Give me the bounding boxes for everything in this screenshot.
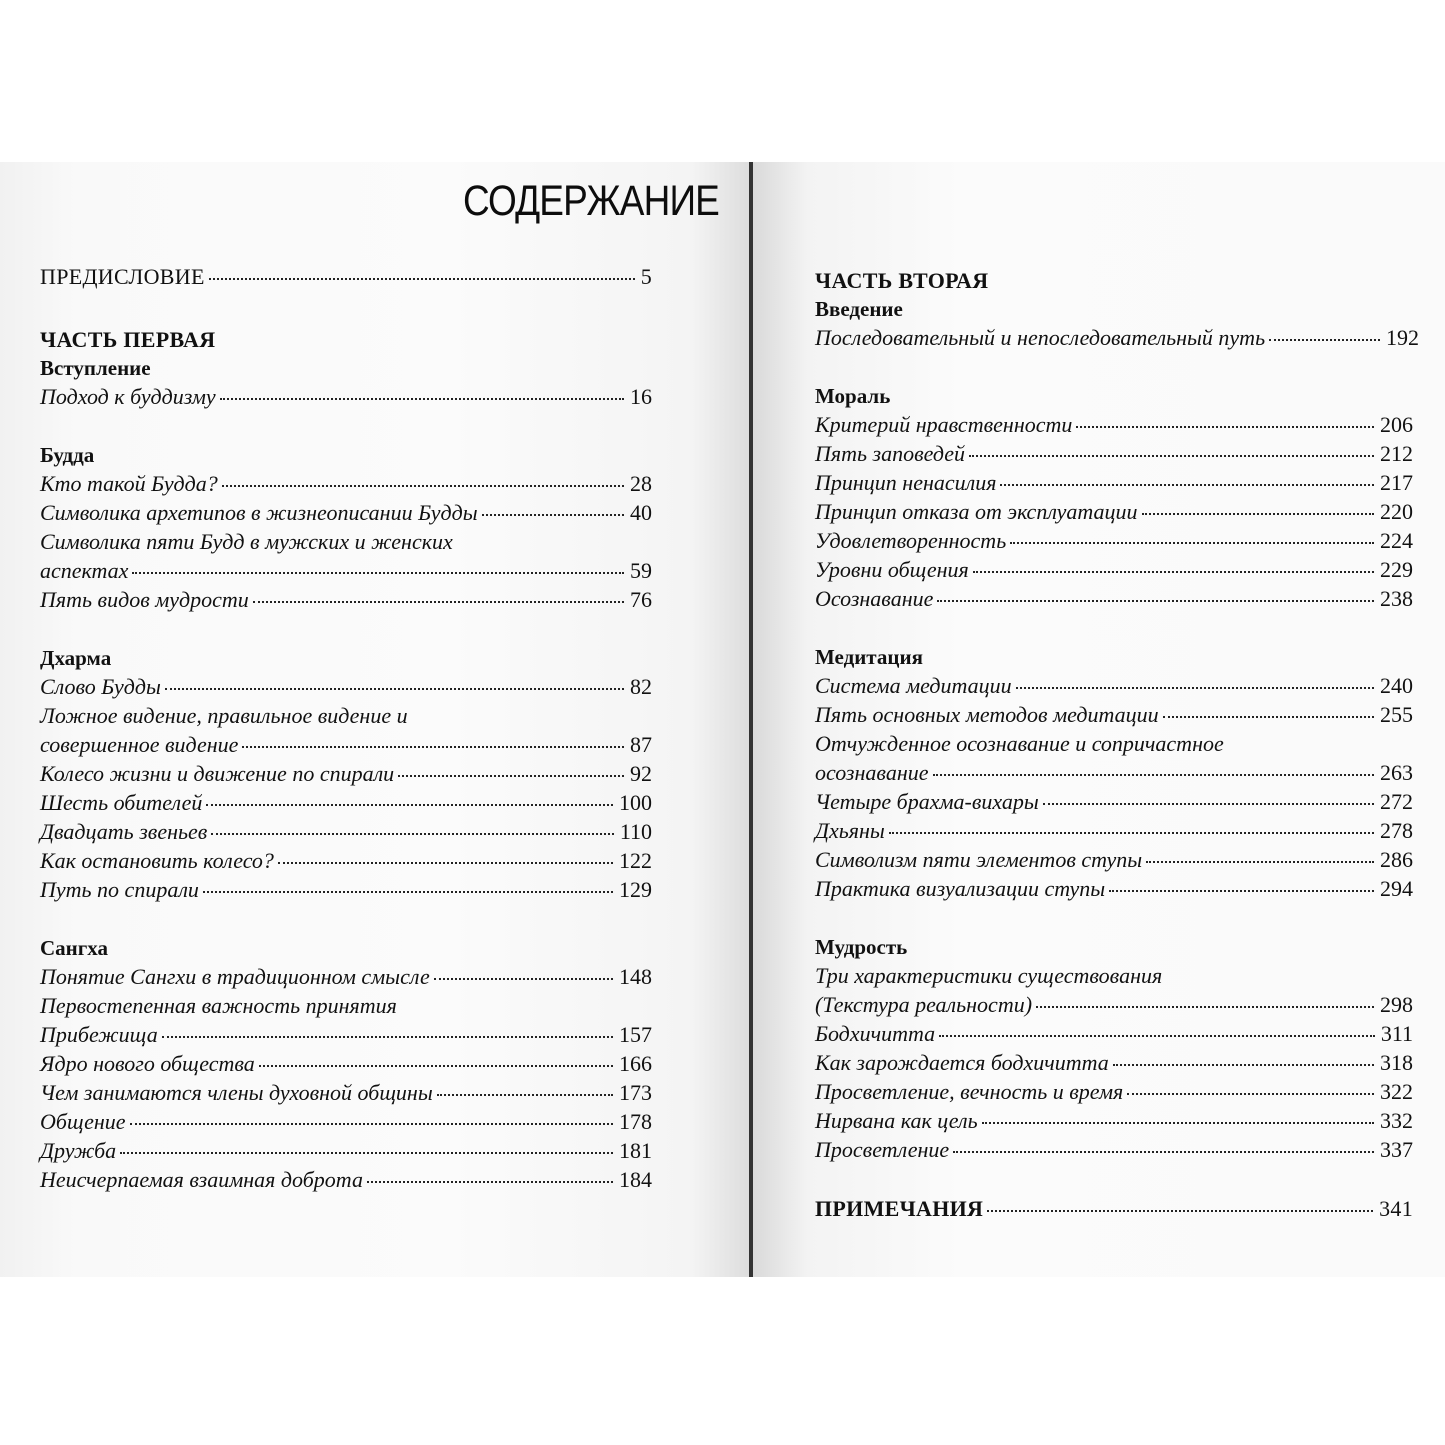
toc-entry-label: Символизм пяти элементов ступы <box>815 847 1143 872</box>
dot-leader <box>1010 542 1374 544</box>
toc-entry-label: Как зарождается бодхичитта <box>815 1050 1109 1075</box>
toc-entry-label: Двадцать звеньев <box>40 819 208 844</box>
dot-leader <box>939 1035 1375 1037</box>
toc-entry-label: Общение <box>40 1109 126 1134</box>
toc-entry-label: Символика пяти Будд в мужских и женских <box>40 529 453 554</box>
toc-entry-label: Символика архетипов в жизнеописании Будды <box>40 500 478 525</box>
toc-entry-page: 173 <box>619 1080 652 1105</box>
part-heading: ЧАСТЬ ПЕРВАЯ <box>40 327 216 352</box>
toc-entry-page: 332 <box>1380 1108 1413 1133</box>
toc-entry-label: Критерий нравственности <box>815 412 1073 437</box>
toc-entry-label: Как остановить колесо? <box>40 848 274 873</box>
toc-entry-label: Ядро нового общества <box>40 1051 255 1076</box>
toc-entry-page: 224 <box>1380 528 1413 553</box>
book-gutter <box>749 162 753 1277</box>
toc-entry-page: 92 <box>630 761 652 786</box>
toc-entry-page: 100 <box>619 790 652 815</box>
section-heading: Вступление <box>40 356 151 380</box>
toc-entry <box>40 875 652 904</box>
toc-entry <box>40 498 652 527</box>
toc-entry-page: 341 <box>1379 1196 1413 1221</box>
toc-entry-label: Последовательный и непоследовательный путь <box>815 325 1266 350</box>
toc-entry-label: Уровни общения <box>815 557 969 582</box>
toc-entry-page: 129 <box>619 877 652 902</box>
dot-leader <box>165 688 624 690</box>
toc-entry <box>40 962 652 991</box>
section-heading: Мораль <box>815 384 891 408</box>
toc-entry-label: Пять видов мудрости <box>40 587 249 612</box>
dot-leader <box>973 571 1374 573</box>
toc-entry-page: 337 <box>1380 1137 1413 1162</box>
toc-entry-page: 322 <box>1380 1079 1413 1104</box>
toc-entry-page: 122 <box>619 848 652 873</box>
toc-entry-label: Пять заповедей <box>815 441 966 466</box>
toc-entry-page: 212 <box>1380 441 1413 466</box>
dot-leader <box>120 1152 613 1154</box>
toc-entry <box>40 585 652 614</box>
toc-entry <box>40 672 652 701</box>
toc-entry <box>815 816 1413 845</box>
toc-entry-page: 220 <box>1380 499 1413 524</box>
toc-entry <box>815 758 1413 787</box>
toc-entry-label: осознавание <box>815 760 929 785</box>
dot-leader <box>437 1094 613 1096</box>
toc-entry <box>815 410 1413 439</box>
toc-entry-line1 <box>40 701 652 730</box>
toc-entry-label: Принцип отказа от эксплуатации <box>815 499 1138 524</box>
dot-leader <box>1043 803 1374 805</box>
toc-entry-page: 206 <box>1380 412 1413 437</box>
dot-leader <box>206 804 613 806</box>
toc-entry <box>815 497 1413 526</box>
toc-entry <box>40 730 652 759</box>
toc-entry <box>815 845 1413 874</box>
toc-entry-label: Система медитации <box>815 673 1012 698</box>
dot-leader <box>130 1123 613 1125</box>
dot-leader <box>1142 513 1374 515</box>
toc-entry-page: 318 <box>1380 1050 1413 1075</box>
toc-entry-line1 <box>40 991 652 1020</box>
toc-entry-label: Первостепенная важность принятия <box>40 993 397 1018</box>
dot-leader <box>969 455 1374 457</box>
dot-leader <box>1109 890 1374 892</box>
toc-entry <box>40 1107 652 1136</box>
toc-entry-page: 166 <box>619 1051 652 1076</box>
toc-entry-label: Нирвана как цель <box>815 1108 978 1133</box>
toc-entry-label: Путь по спирали <box>40 877 199 902</box>
toc-entry <box>815 1019 1413 1048</box>
dot-leader <box>367 1181 613 1183</box>
part-heading: ЧАСТЬ ВТОРАЯ <box>815 268 989 293</box>
toc-entry-label: Пять основных методов медитации <box>815 702 1159 727</box>
toc-title: СОДЕРЖАНИЕ <box>463 177 719 225</box>
toc-entry <box>815 468 1413 497</box>
section-heading: Введение <box>815 297 903 321</box>
toc-entry-label: Отчужденное осознавание и сопричастное <box>815 731 1224 756</box>
toc-entry-line1 <box>815 729 1413 758</box>
toc-entry-page: 298 <box>1380 992 1413 1017</box>
dot-leader <box>982 1122 1374 1124</box>
toc-entry-label: аспектах <box>40 558 129 583</box>
toc-entry-page: 16 <box>630 384 652 409</box>
toc-entry-page: 278 <box>1380 818 1413 843</box>
dot-leader <box>162 1036 613 1038</box>
toc-entry-page: 87 <box>630 732 652 757</box>
toc-left-column <box>40 262 652 1194</box>
toc-entry-page: 263 <box>1380 760 1413 785</box>
toc-entry <box>815 323 1419 352</box>
dot-leader <box>220 398 624 400</box>
toc-entry-page: 240 <box>1380 673 1413 698</box>
toc-entry-page: 192 <box>1386 325 1419 350</box>
section-heading: Мудрость <box>815 935 908 959</box>
toc-entry-label: Колесо жизни и движение по спирали <box>40 761 395 786</box>
dot-leader <box>1016 687 1374 689</box>
toc-entry-label: Три характеристики существования <box>815 963 1163 988</box>
toc-entry <box>40 556 652 585</box>
dot-leader <box>209 278 635 280</box>
toc-entry-label: Шесть обителей <box>40 790 203 815</box>
toc-entry-page: 59 <box>630 558 652 583</box>
toc-entry-label: Кто такой Будда? <box>40 471 218 496</box>
toc-entry-page: 40 <box>630 500 652 525</box>
toc-entry-label: Четыре брахма-вихары <box>815 789 1039 814</box>
toc-entry-label: Дхьяны <box>815 818 885 843</box>
toc-entry <box>40 1049 652 1078</box>
toc-entry <box>815 439 1413 468</box>
toc-entry-page: 272 <box>1380 789 1413 814</box>
toc-right-column <box>815 266 1419 1223</box>
toc-entry-page: 311 <box>1380 1021 1413 1046</box>
toc-entry <box>40 469 652 498</box>
toc-entry <box>815 787 1413 816</box>
dot-leader <box>259 1065 613 1067</box>
toc-entry-page: 255 <box>1380 702 1413 727</box>
toc-entry-page: 238 <box>1380 586 1413 611</box>
toc-entry <box>40 382 652 411</box>
toc-entry-preface <box>40 262 652 291</box>
dot-leader <box>278 862 613 864</box>
dot-leader <box>987 1210 1373 1212</box>
toc-entry-page: 217 <box>1380 470 1413 495</box>
dot-leader <box>1036 1006 1374 1008</box>
toc-entry <box>815 874 1413 903</box>
dot-leader <box>953 1151 1374 1153</box>
dot-leader <box>1269 339 1380 341</box>
dot-leader <box>933 774 1374 776</box>
toc-entry-label: Дружба <box>40 1138 117 1163</box>
toc-entry <box>40 1165 652 1194</box>
dot-leader <box>1163 716 1374 718</box>
toc-entry-page: 82 <box>630 674 652 699</box>
toc-entry <box>40 846 652 875</box>
toc-entry <box>40 1020 652 1049</box>
dot-leader <box>889 832 1374 834</box>
dot-leader <box>482 514 624 516</box>
dot-leader <box>211 833 613 835</box>
toc-entry <box>815 1135 1413 1164</box>
toc-entry-page: 28 <box>630 471 652 496</box>
toc-entry <box>40 788 652 817</box>
toc-entry-page: 286 <box>1380 847 1413 872</box>
toc-entry-label: Подход к буддизму <box>40 384 216 409</box>
toc-entry-label: Бодхичитта <box>815 1021 936 1046</box>
toc-entry-label: Прибежища <box>40 1022 158 1047</box>
toc-entry-page: 181 <box>619 1138 652 1163</box>
toc-entry-label: (Текстура реальности) <box>815 992 1033 1017</box>
dot-leader <box>132 572 624 574</box>
toc-entry-label: ПРЕДИСЛОВИЕ <box>40 264 205 289</box>
dot-leader <box>1000 484 1374 486</box>
toc-entry-line1 <box>815 961 1413 990</box>
toc-entry <box>815 671 1413 700</box>
toc-entry-label: Понятие Сангхи в традиционном смысле <box>40 964 430 989</box>
toc-entry-page: 229 <box>1380 557 1413 582</box>
toc-entry <box>815 584 1413 613</box>
dot-leader <box>203 891 613 893</box>
dot-leader <box>398 775 624 777</box>
toc-entry-label: Ложное видение, правильное видение и <box>40 703 408 728</box>
toc-entry-page: 76 <box>630 587 652 612</box>
dot-leader <box>1127 1093 1374 1095</box>
toc-entry-page: 184 <box>619 1167 652 1192</box>
toc-entry <box>40 1078 652 1107</box>
toc-entry-label: Неисчерпаемая взаимная доброта <box>40 1167 363 1192</box>
toc-entry-page: 157 <box>619 1022 652 1047</box>
toc-entry <box>40 817 652 846</box>
dot-leader <box>253 601 624 603</box>
toc-entry-page: 5 <box>640 264 652 289</box>
toc-entry-page: 294 <box>1380 876 1413 901</box>
toc-entry-line1 <box>40 527 652 556</box>
section-heading: Будда <box>40 443 95 467</box>
dot-leader <box>1113 1064 1374 1066</box>
toc-entry-label: Просветление, вечность и время <box>815 1079 1124 1104</box>
toc-entry-label: Просветление <box>815 1137 950 1162</box>
toc-entry <box>815 1106 1413 1135</box>
toc-entry-label: совершенное видение <box>40 732 239 757</box>
toc-entry <box>815 1048 1413 1077</box>
toc-entry <box>815 555 1413 584</box>
toc-entry <box>815 526 1413 555</box>
toc-entry-label: ПРИМЕЧАНИЯ <box>815 1196 984 1221</box>
toc-entry <box>815 1077 1413 1106</box>
toc-entry-label: Принцип ненасилия <box>815 470 997 495</box>
toc-entry-label: Слово Будды <box>40 674 161 699</box>
dot-leader <box>242 746 624 748</box>
toc-entry <box>40 759 652 788</box>
toc-entry-label: Осознавание <box>815 586 934 611</box>
toc-entry <box>815 990 1413 1019</box>
dot-leader <box>434 978 613 980</box>
toc-entry-label: Чем занимаются члены духовной общины <box>40 1080 433 1105</box>
dot-leader <box>1146 861 1374 863</box>
section-heading: Медитация <box>815 645 923 669</box>
section-heading: Дхарма <box>40 646 112 670</box>
toc-entry-label: Практика визуализации ступы <box>815 876 1106 901</box>
toc-entry <box>40 1136 652 1165</box>
toc-entry-label: Удовлетворенность <box>815 528 1007 553</box>
toc-entry-page: 178 <box>619 1109 652 1134</box>
dot-leader <box>222 485 624 487</box>
toc-entry-page: 110 <box>619 819 652 844</box>
section-heading: Сангха <box>40 936 109 960</box>
toc-entry <box>815 700 1413 729</box>
toc-entry-notes <box>815 1194 1413 1223</box>
dot-leader <box>937 600 1374 602</box>
toc-entry-page: 148 <box>619 964 652 989</box>
dot-leader <box>1076 426 1374 428</box>
